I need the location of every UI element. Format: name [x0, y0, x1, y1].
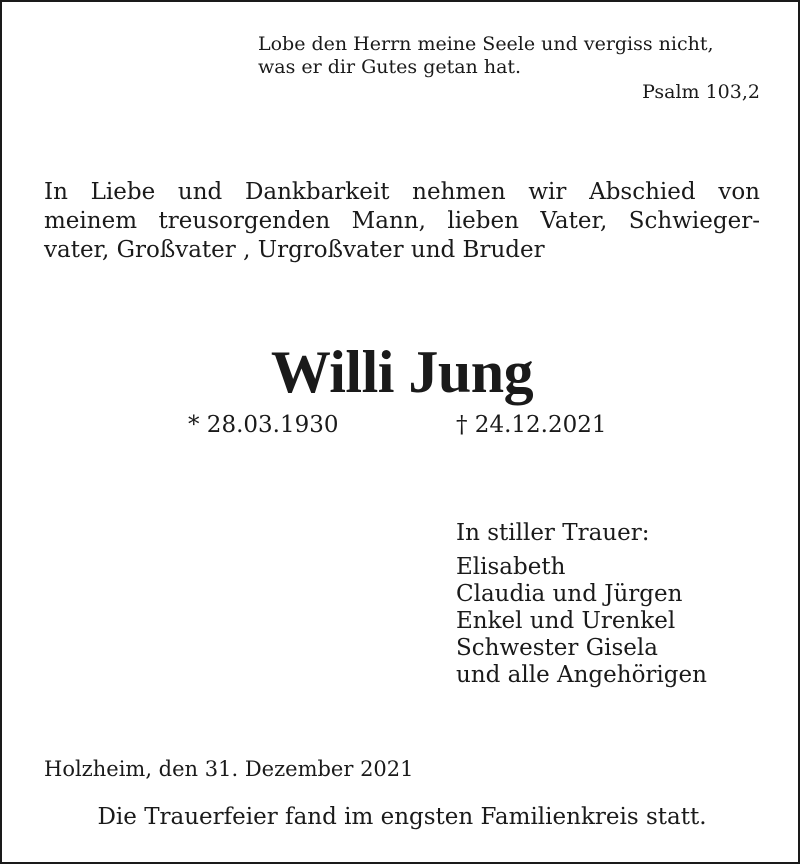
mourner-name: und alle Angehörigen [456, 662, 707, 688]
deceased-name: Willi Jung [270, 339, 534, 405]
intro-line: In Liebe und Dankbarkeit nehmen wir Abschied von [44, 179, 760, 205]
mourners-heading: In stiller Trauer: [456, 520, 650, 546]
bible-quote [258, 33, 760, 104]
mourner-name: Schwester Gisela [456, 635, 658, 661]
intro-line: meinem treusorgenden Mann, lieben Vater, Schwieger- [44, 208, 760, 234]
quote-reference: Psalm 103,2 [642, 81, 760, 103]
quote-line: was er dir Gutes getan hat. [258, 56, 522, 78]
mourners-list [456, 520, 707, 689]
birth-date: * 28.03.1930 [188, 412, 339, 438]
mourner-name: Claudia und Jürgen [456, 581, 683, 607]
mourner-name: Enkel und Urenkel [456, 608, 676, 634]
funeral-note: Die Trauerfeier fand im engsten Familienkreis statt. [97, 804, 707, 830]
death-date: † 24.12.2021 [456, 412, 607, 438]
place-and-date: Holzheim, den 31. Dezember 2021 [44, 757, 414, 781]
quote-line: Lobe den Herrn meine Seele und vergiss nicht, [258, 33, 714, 55]
mourner-name: Elisabeth [456, 554, 566, 580]
intro-line: vater, Großvater , Urgroßvater und Bruder [44, 237, 545, 263]
intro-text [44, 178, 760, 265]
